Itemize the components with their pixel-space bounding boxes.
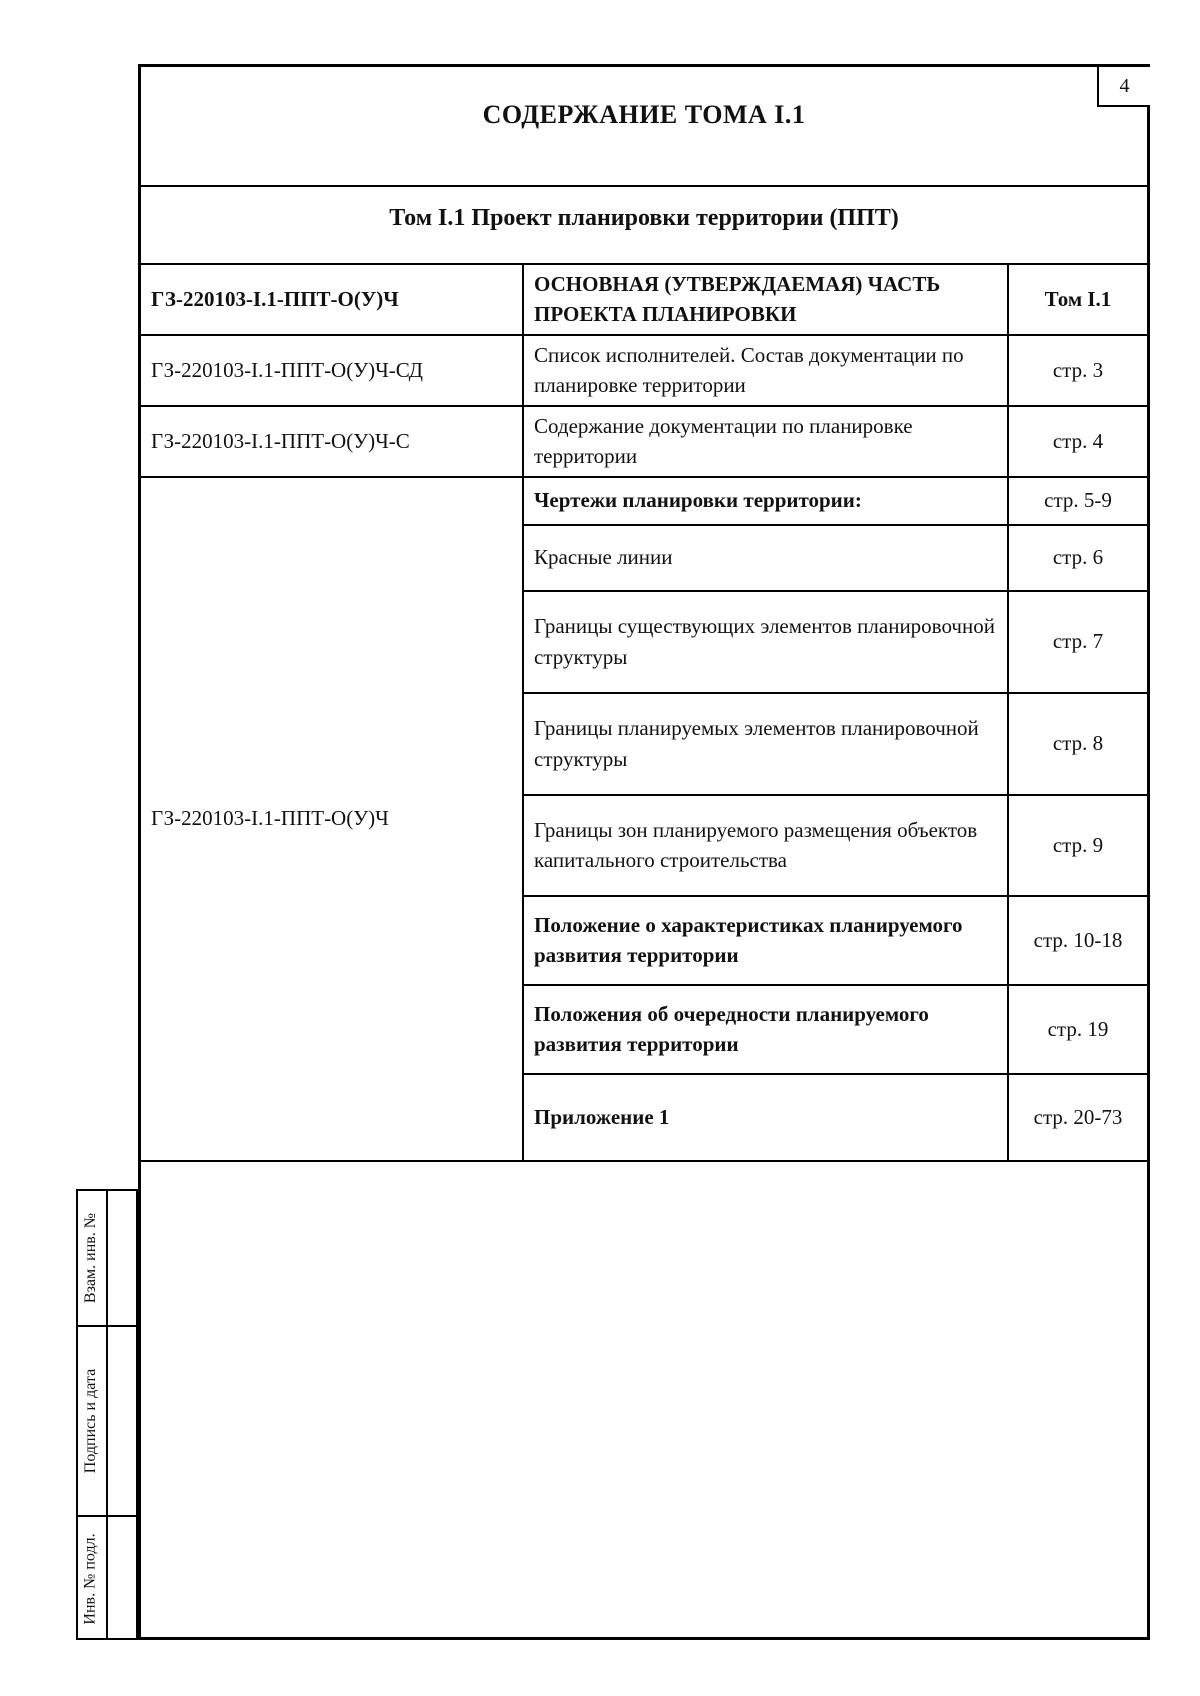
table-row	[141, 406, 1147, 477]
volume-title: Том I.1 Проект планировки территории (ППТ)	[389, 205, 899, 231]
row-title: Список исполнителей. Состав документации по планировке территории	[523, 335, 1008, 406]
row-page: стр. 7	[1008, 591, 1147, 693]
stamp-signature-label: Подпись и дата	[82, 1368, 99, 1474]
row-page: стр. 8	[1008, 693, 1147, 795]
row-title: Границы зон планируемого размещения объектов капитального строительства	[523, 795, 1008, 896]
row-title: Границы существующих элементов планировочной структуры	[523, 591, 1008, 693]
row-code: ГЗ-220103-I.1-ППТ-О(У)Ч	[141, 264, 523, 335]
row-page: стр. 10-18	[1008, 896, 1147, 985]
row-title: Границы планируемых элементов планировочной структуры	[523, 693, 1008, 795]
stamp-vzam-label: Взам. инв. №	[82, 1212, 100, 1304]
row-code: ГЗ-220103-I.1-ППТ-О(У)Ч-С	[141, 406, 523, 477]
stamp-divider	[106, 1191, 108, 1638]
contents-table	[141, 263, 1147, 1162]
group-code: ГЗ-220103-I.1-ППТ-О(У)Ч	[141, 477, 523, 1161]
row-page: стр. 20-73	[1008, 1074, 1147, 1161]
row-title: ОСНОВНАЯ (УТВЕРЖДАЕМАЯ) ЧАСТЬ ПРОЕКТА ПЛАНИРОВКИ	[523, 264, 1008, 335]
row-page: стр. 19	[1008, 985, 1147, 1074]
row-page: Том I.1	[1008, 264, 1147, 335]
row-page: стр. 5-9	[1008, 477, 1147, 525]
document-title: СОДЕРЖАНИЕ ТОМА I.1	[482, 100, 806, 129]
row-code: ГЗ-220103-I.1-ППТ-О(У)Ч-СД	[141, 335, 523, 406]
table-row	[141, 477, 1147, 525]
row-title: Содержание документации по планировке территории	[523, 406, 1008, 477]
row-title: Приложение 1	[523, 1074, 1008, 1161]
row-title: Положения об очередности планируемого развития территории	[523, 985, 1008, 1074]
page-number: 4	[1097, 67, 1150, 107]
row-title: Чертежи планировки территории:	[523, 477, 1008, 525]
row-page: стр. 9	[1008, 795, 1147, 896]
side-stamp	[76, 1189, 138, 1640]
table-row	[141, 335, 1147, 406]
row-page: стр. 6	[1008, 525, 1147, 591]
row-title: Положение о характеристиках планируемого развития территории	[523, 896, 1008, 985]
row-page: стр. 4	[1008, 406, 1147, 477]
stamp-inv-label: Инв. № подл.	[82, 1532, 100, 1625]
divider	[141, 185, 1147, 187]
row-page: стр. 3	[1008, 335, 1147, 406]
row-title: Красные линии	[523, 525, 1008, 591]
table-row	[141, 264, 1147, 335]
